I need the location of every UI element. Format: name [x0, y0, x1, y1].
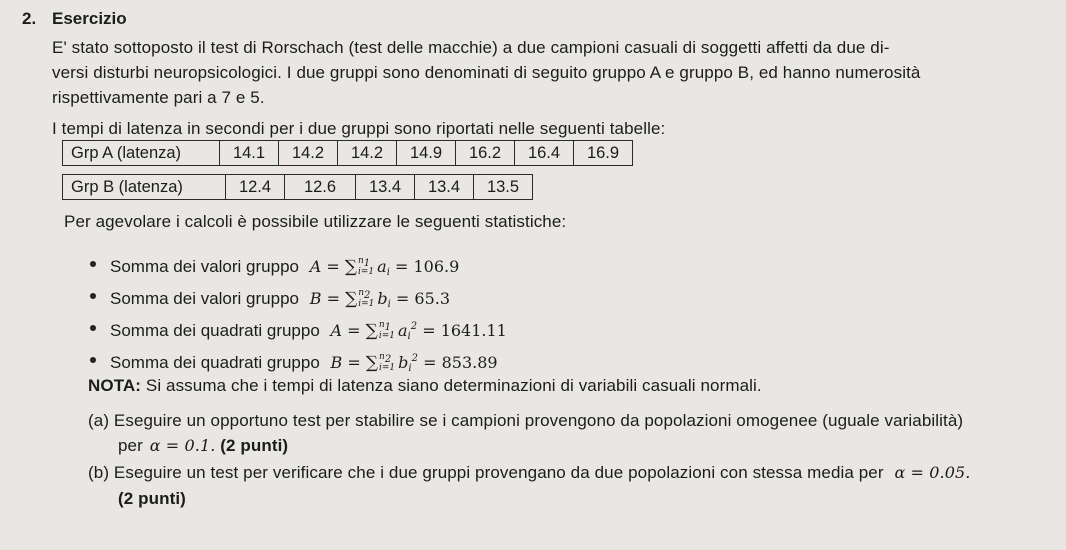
stat-label: Somma dei quadrati gruppo — [110, 353, 320, 372]
stat-label: Somma dei valori gruppo — [110, 289, 299, 308]
stat-formula: B = ∑n2 i=1 $b_i = 65.3$ — [309, 287, 451, 310]
part-b-points: (2 punti) — [118, 489, 186, 508]
stat-formula: B = ∑n2 i=1 $b_i^2 = 853.89$ — [330, 351, 498, 374]
table-b-cell: 13.5 — [474, 175, 533, 200]
table-a-cell: 14.9 — [397, 141, 456, 166]
table-a-cell: 16.9 — [574, 141, 633, 166]
part-b-text: Eseguire un test per verificare che i due gruppi provengano da due popolazioni con stessa media per — [113, 463, 884, 482]
nota — [88, 376, 762, 396]
table-a-cell: 14.2 — [338, 141, 397, 166]
list-item — [90, 345, 507, 377]
part-a-marker: (a) — [88, 411, 110, 430]
stat-value: 853.89 — [441, 353, 498, 372]
part-a-text: Eseguire un opportuno test per stabilire se i campioni provengono da popolazioni omogenee (uguale variabilità) — [113, 411, 964, 430]
stat-label: Somma dei valori gruppo — [110, 257, 299, 276]
nota-text: Si assuma che i tempi di latenza siano determinazioni di variabili casuali normali. — [145, 376, 762, 395]
table-intro: I tempi di latenza in secondi per i due gruppi sono riportati nelle seguenti tabelle: — [52, 119, 666, 138]
intro-line-1: E' stato sottoposto il test di Rorschach (test delle macchie) a due campioni casuali di soggetti affetti da due di- — [52, 38, 890, 57]
table-b-cell: 13.4 — [356, 175, 415, 200]
exercise-number: 2. — [22, 9, 37, 28]
table-row — [63, 175, 533, 200]
table-b-cell: 12.4 — [226, 175, 285, 200]
nota-label: NOTA: — [88, 376, 142, 395]
table-a-cell: 14.2 — [279, 141, 338, 166]
stat-value: 106.9 — [413, 257, 460, 276]
part-a-prefix: per — [118, 436, 143, 455]
part-b-marker: (b) — [88, 463, 110, 482]
list-item — [90, 313, 507, 345]
stat-value: 65.3 — [414, 289, 451, 308]
table-a-cell: 16.2 — [456, 141, 515, 166]
table-b-cell: 13.4 — [415, 175, 474, 200]
table-b-label: Grp B (latenza) — [63, 175, 226, 200]
part-b-alpha: α = 0.05. — [894, 463, 971, 482]
intro-line-3: rispettivamente pari a 7 e 5. — [52, 88, 265, 107]
part-a-points: (2 punti) — [220, 436, 289, 455]
part-b-line-1 — [88, 463, 970, 483]
table-a-label: Grp A (latenza) — [63, 141, 220, 166]
table-row — [63, 141, 633, 166]
table-group-a — [62, 140, 633, 166]
part-a-line-2 — [118, 436, 288, 456]
list-item — [90, 281, 507, 313]
list-item — [90, 249, 507, 281]
stats-list — [90, 249, 507, 377]
stats-intro: Per agevolare i calcoli è possibile utilizzare le seguenti statistiche: — [64, 212, 567, 231]
part-a-line-1 — [88, 411, 963, 431]
stat-formula: A = ∑n1 i=1 $a_i = 106.9$ — [309, 255, 460, 278]
table-b-cell: 12.6 — [285, 175, 356, 200]
stat-formula: A = ∑n1 i=1 $a_i^2 = 1641.11$ — [330, 319, 507, 342]
part-a-alpha: α = 0.1. — [149, 436, 216, 455]
exercise-heading: Esercizio — [52, 9, 127, 28]
intro-line-2: versi disturbi neuropsicologici. I due gruppi sono denominati di seguito gruppo A e gruppo B, ed hanno numerosità — [52, 63, 921, 82]
stat-label: Somma dei quadrati gruppo — [110, 321, 320, 340]
table-a-cell: 14.1 — [220, 141, 279, 166]
stat-value: 1641.11 — [440, 321, 507, 340]
table-a-cell: 16.4 — [515, 141, 574, 166]
table-group-b — [62, 174, 533, 200]
